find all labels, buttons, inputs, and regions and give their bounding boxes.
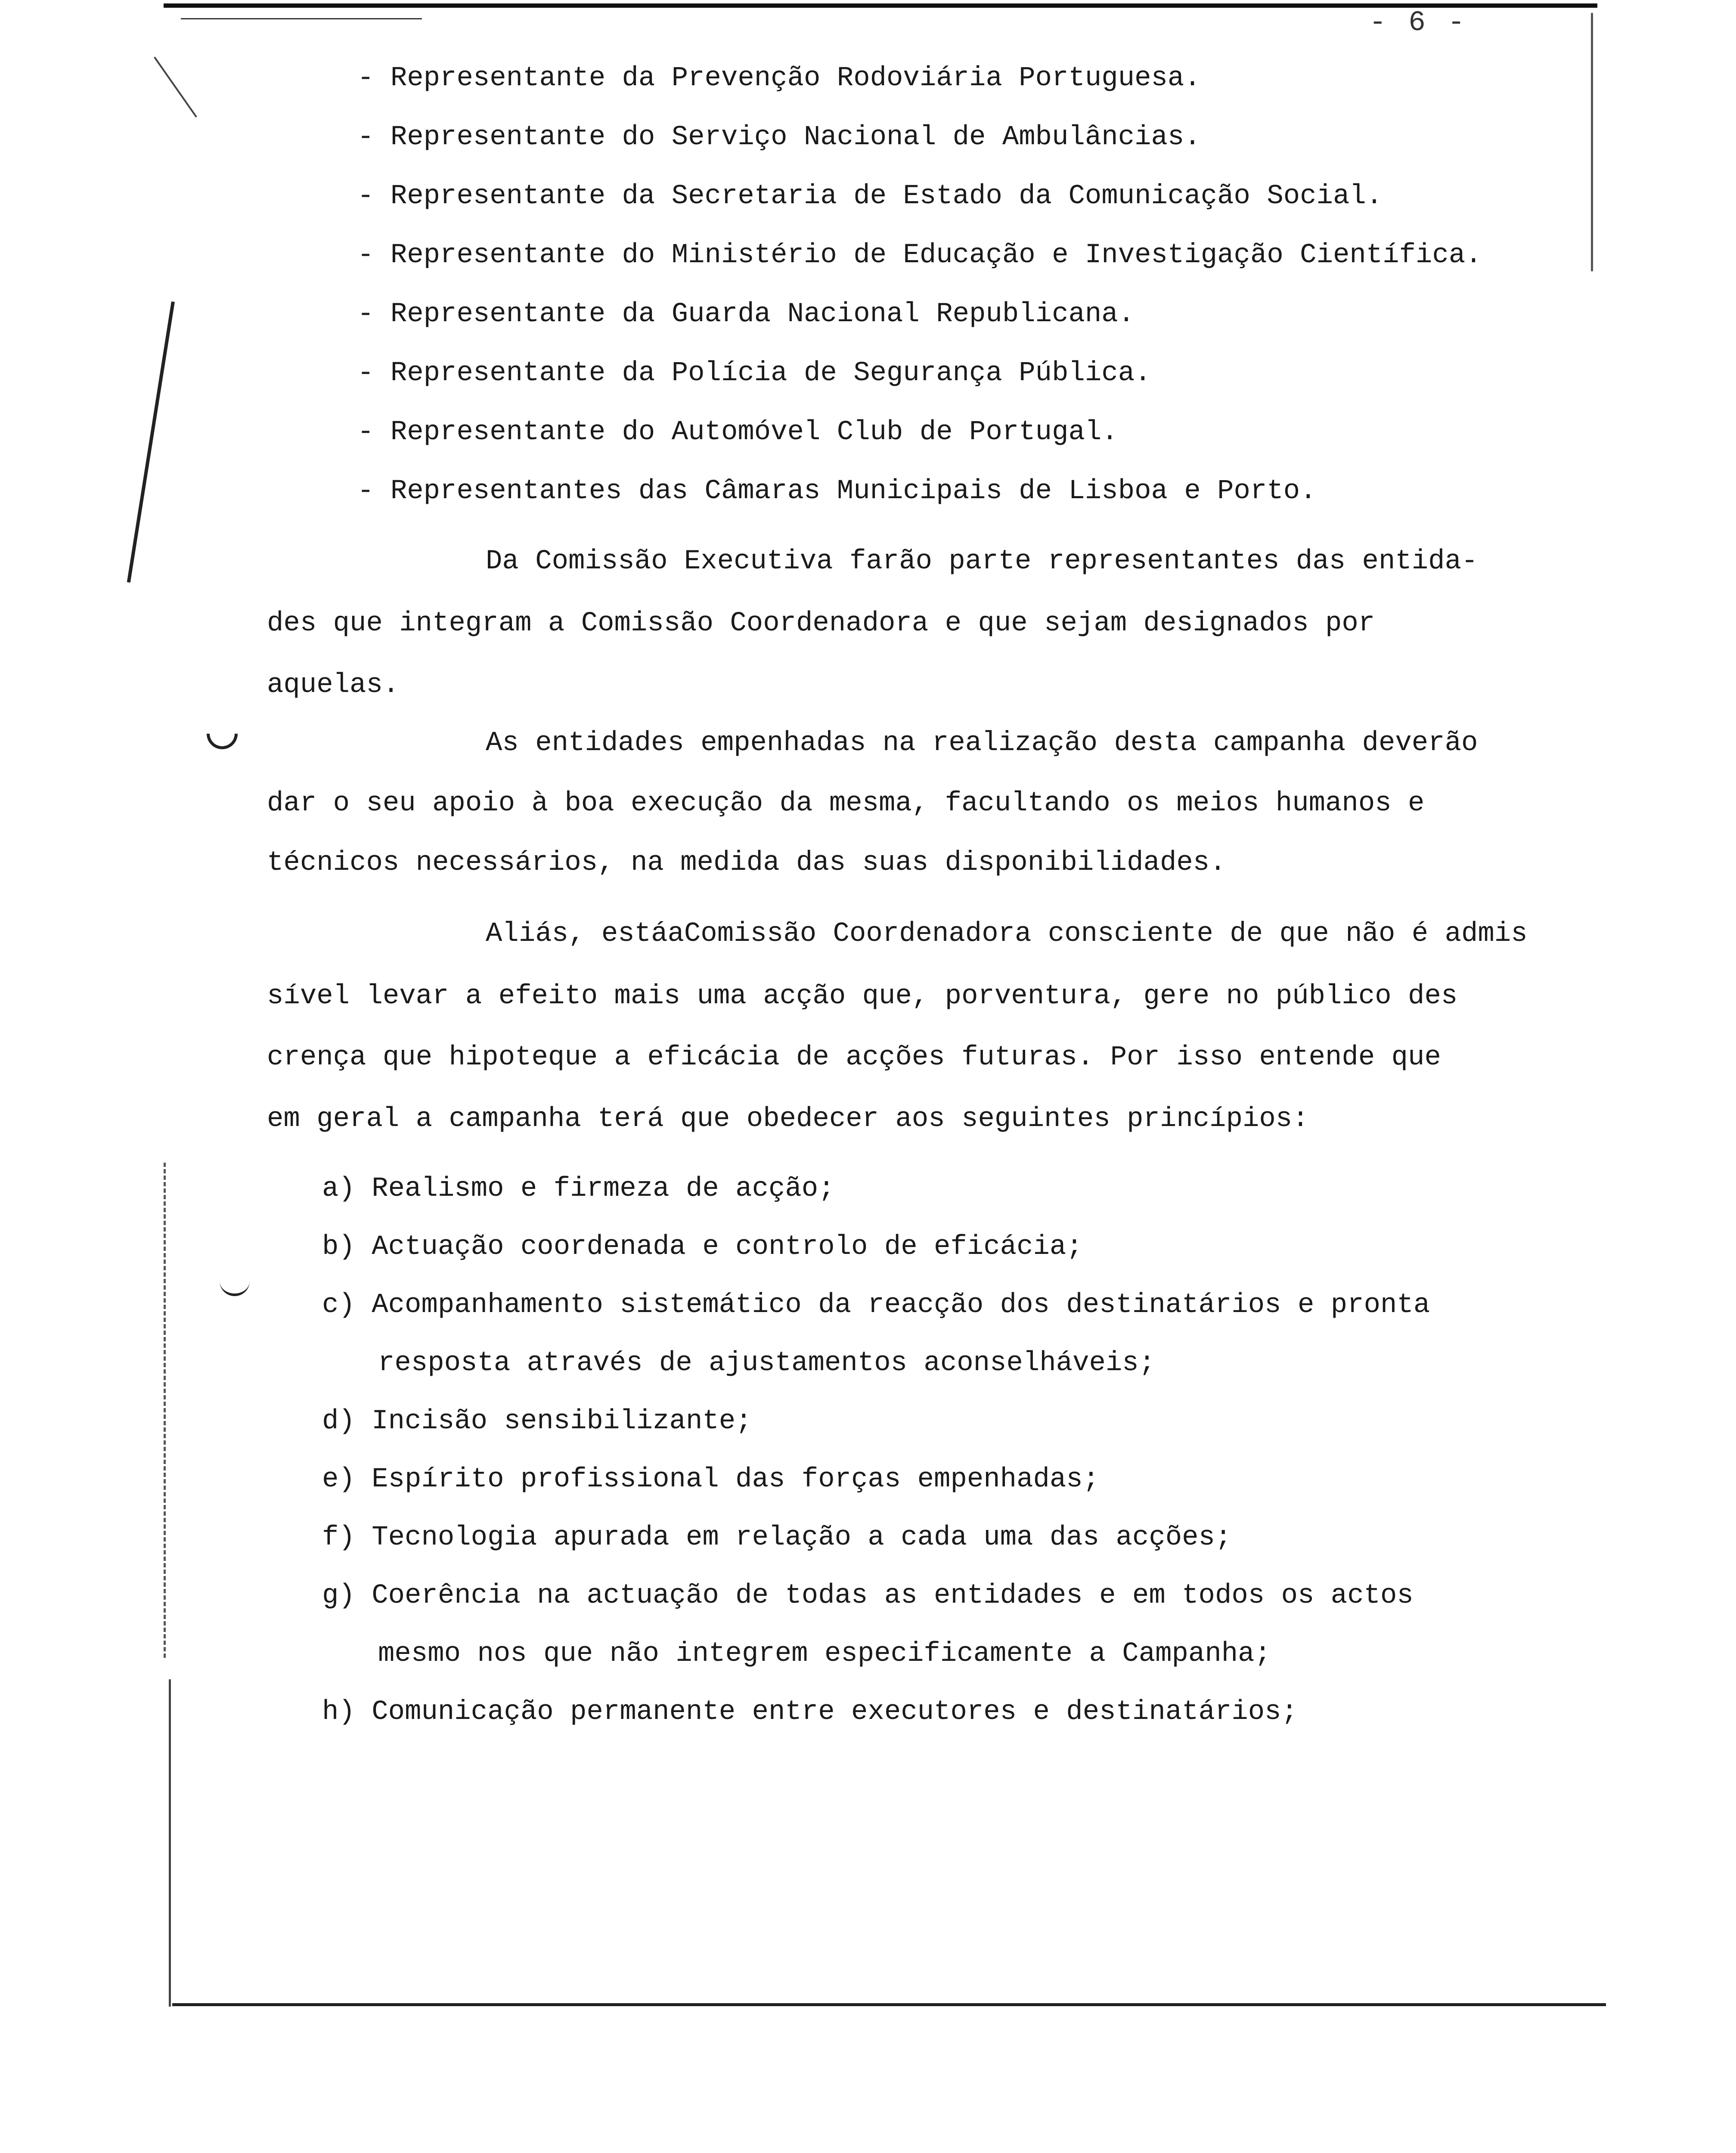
principle-item: a) Realismo e firmeza de acção; — [322, 1173, 835, 1204]
paragraph-line: des que integram a Comissão Coordenadora e que sejam designados por — [267, 608, 1375, 639]
principle-item-continuation: resposta através de ajustamentos aconselháveis; — [378, 1348, 1156, 1379]
principle-item: b) Actuação coordenada e controlo de eficácia; — [322, 1232, 1083, 1263]
scan-border-left — [169, 1679, 171, 2007]
representative-item: - Representante da Secretaria de Estado da Comunicação Social. — [357, 181, 1383, 212]
representative-item: - Representante do Automóvel Club de Portugal. — [357, 417, 1118, 448]
representative-item: - Representante da Guarda Nacional Republicana. — [357, 299, 1135, 330]
principle-item: d) Incisão sensibilizante; — [322, 1406, 752, 1437]
paragraph-line: sível levar a efeito mais uma acção que, porventura, gere no público des — [267, 981, 1458, 1012]
representative-item: - Representante da Polícia de Segurança Pública. — [357, 358, 1151, 389]
principle-item: f) Tecnologia apurada em relação a cada uma das acções; — [322, 1522, 1232, 1553]
paragraph-line: aquelas. — [267, 670, 400, 701]
paragraph-line: técnicos necessários, na medida das suas disponibilidades. — [267, 847, 1226, 878]
representative-item: - Representante do Ministério de Educação e Investigação Científica. — [357, 240, 1482, 271]
margin-hook-mark — [200, 712, 244, 756]
scan-border-left-dashed — [164, 1163, 166, 1658]
paragraph-line: dar o seu apoio à boa execução da mesma, facultando os meios humanos e — [267, 788, 1425, 819]
paragraph-line: em geral a campanha terá que obedecer aos seguintes princípios: — [267, 1104, 1309, 1135]
margin-pen-mark — [154, 42, 218, 118]
representative-item: - Representantes das Câmaras Municipais de Lisboa e Porto. — [357, 476, 1317, 507]
scan-border-bottom — [172, 2003, 1606, 2006]
margin-arc-mark — [220, 1279, 250, 1296]
principle-item: e) Espírito profissional das forças empenhadas; — [322, 1464, 1100, 1495]
principle-item-continuation: mesmo nos que não integrem especificamente a Campanha; — [378, 1638, 1271, 1669]
principle-item: h) Comunicação permanente entre executores e destinatários; — [322, 1697, 1298, 1728]
representative-item: - Representante da Prevenção Rodoviária Portuguesa. — [357, 63, 1201, 94]
paragraph-line: Aliás, estáaComissão Coordenadora consciente de que não é admis — [486, 918, 1528, 949]
principle-item: c) Acompanhamento sistemático da reacção dos destinatários e pronta — [322, 1290, 1430, 1321]
scan-border-right — [1591, 13, 1593, 271]
page-number: - 6 - — [1369, 6, 1468, 39]
principle-item: g) Coerência na actuação de todas as entidades e em todos os actos — [322, 1580, 1414, 1611]
paragraph-line: As entidades empenhadas na realização desta campanha deverão — [486, 728, 1478, 759]
paragraph-line: crença que hipoteque a eficácia de acções futuras. Por isso entende que — [267, 1042, 1441, 1073]
paragraph-line: Da Comissão Executiva farão parte representantes das entida- — [486, 546, 1478, 577]
representative-item: - Representante do Serviço Nacional de Ambulâncias. — [357, 122, 1201, 153]
margin-pen-stroke — [127, 301, 175, 583]
scan-border-top-left — [181, 18, 422, 19]
